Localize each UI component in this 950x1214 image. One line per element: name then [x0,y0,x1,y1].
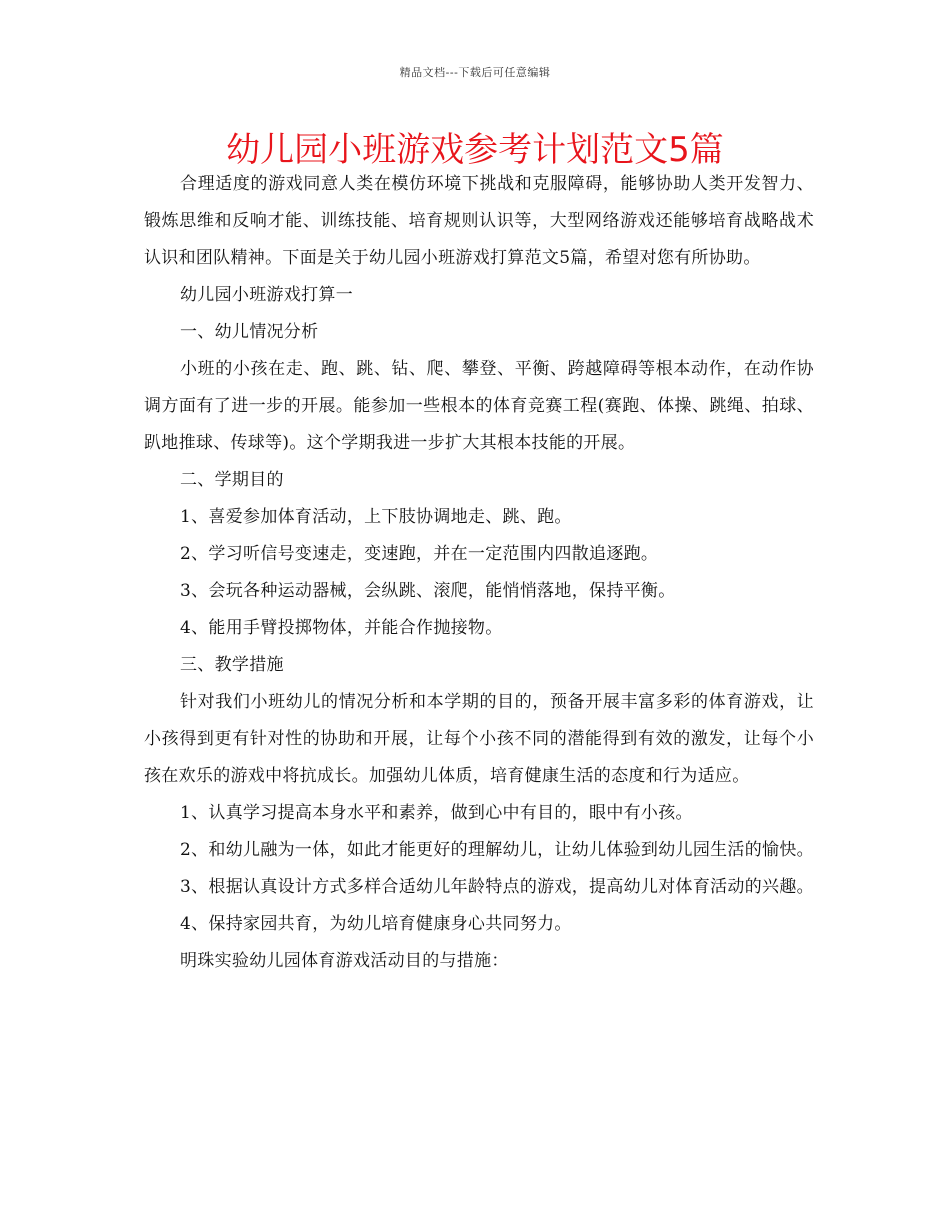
document-body [144,166,814,980]
section-heading-plan-one: 幼儿园小班游戏打算一 [180,285,353,305]
paragraph-intro: 合理适度的游戏同意人类在模仿环境下挑战和克服障碍，能够协助人类开发智力、锻炼思维和反响才能、训练技能、培育规则认识等，大型网络游戏还能够培育战略战术认识和团队精神。下面是关于幼儿园小班游戏打算范文5篇，希望对您有所协助。 [144,174,814,268]
goal-item-2: 2、学习听信号变速走，变速跑，并在一定范围内四散追逐跑。 [180,544,659,564]
measure-item-2: 2、和幼儿融为一体，如此才能更好的理解幼儿，让幼儿体验到幼儿园生活的愉快。 [180,840,814,860]
paragraph-analysis: 小班的小孩在走、跑、跳、钻、爬、攀登、平衡、跨越障碍等根本动作，在动作协调方面有了进一步的开展。能参加一些根本的体育竞赛工程(赛跑、体操、跳绳、拍球、趴地推球、传球等)。这个学期我进一步扩大其根本技能的开展。 [144,359,814,453]
section-heading-measures: 三、教学措施 [180,655,284,675]
goal-item-4: 4、能用手臂投掷物体，并能合作抛接物。 [180,618,503,638]
paragraph-closing-heading: 明珠实验幼儿园体育游戏活动目的与措施： [180,951,509,971]
measure-item-4: 4、保持家园共育，为幼儿培育健康身心共同努力。 [180,914,572,934]
section-heading-goals: 二、学期目的 [180,470,284,490]
measure-item-3: 3、根据认真设计方式多样合适幼儿年龄特点的游戏，提高幼儿对体育活动的兴趣。 [180,877,814,897]
goal-item-1: 1、喜爱参加体育活动，上下肢协调地走、跳、跑。 [180,507,572,527]
paragraph-measures: 针对我们小班幼儿的情况分析和本学期的目的，预备开展丰富多彩的体育游戏，让小孩得到更有针对性的协助和开展，让每个小孩不同的潜能得到有效的激发，让每个小孩在欢乐的游戏中将抗成长。加强幼儿体质，培育健康生活的态度和行为适应。 [144,692,814,786]
measure-item-1: 1、认真学习提高本身水平和素养，做到心中有目的，眼中有小孩。 [180,803,693,823]
section-heading-analysis: 一、幼儿情况分析 [180,322,319,342]
goal-item-3: 3、会玩各种运动器械，会纵跳、滚爬，能悄悄落地，保持平衡。 [180,581,676,601]
document-title: 幼儿园小班游戏参考计划范文5篇 [226,130,724,170]
header-note: 精品文档---下载后可任意编辑 [399,66,551,79]
